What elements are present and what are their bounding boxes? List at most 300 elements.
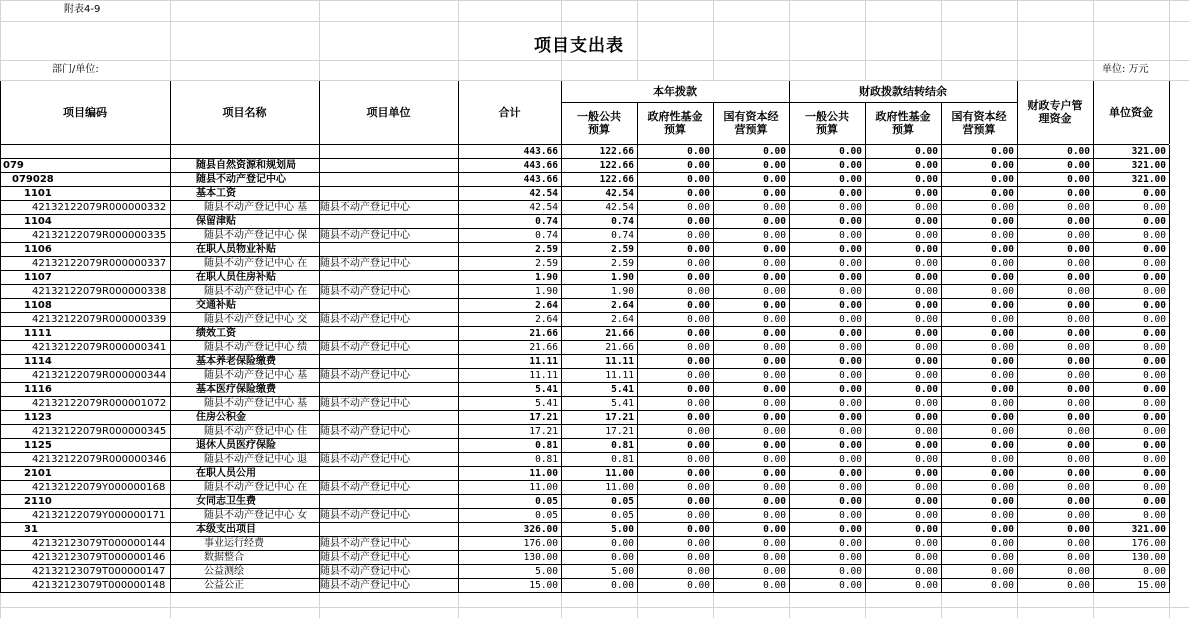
cell-project-code[interactable]: 1106 bbox=[24, 244, 52, 255]
cell-amount[interactable]: 0.00 bbox=[687, 496, 710, 507]
cell-amount[interactable]: 0.00 bbox=[839, 244, 862, 255]
cell-amount[interactable]: 122.66 bbox=[599, 174, 634, 185]
cell-amount[interactable]: 0.00 bbox=[915, 482, 938, 493]
cell-amount[interactable]: 0.00 bbox=[687, 174, 710, 185]
cell-amount[interactable]: 0.00 bbox=[839, 538, 862, 549]
cell-project-code[interactable]: 31 bbox=[24, 524, 38, 535]
cell-project-unit[interactable] bbox=[319, 215, 458, 229]
cell-project-name[interactable]: 退休人员医疗保险 bbox=[196, 440, 276, 451]
cell-amount[interactable]: 0.00 bbox=[915, 174, 938, 185]
cell-amount[interactable]: 0.00 bbox=[839, 510, 862, 521]
cell-amount[interactable]: 0.00 bbox=[1067, 538, 1090, 549]
cell-amount[interactable]: 0.00 bbox=[991, 454, 1014, 465]
cell-amount[interactable]: 2.64 bbox=[535, 300, 558, 311]
cell-amount[interactable]: 0.00 bbox=[687, 230, 710, 241]
cell-amount[interactable]: 1.90 bbox=[535, 272, 558, 283]
cell-amount[interactable]: 0.00 bbox=[1067, 468, 1090, 479]
cell-amount[interactable]: 11.11 bbox=[529, 370, 558, 381]
cell-project-name[interactable]: 随县不动产登记中心 在 bbox=[204, 482, 308, 493]
cell-amount[interactable]: 0.00 bbox=[687, 468, 710, 479]
cell-project-code[interactable]: 42132123079T000000148 bbox=[32, 580, 166, 591]
cell-amount[interactable]: 0.00 bbox=[687, 440, 710, 451]
cell-amount[interactable]: 0.00 bbox=[763, 496, 786, 507]
cell-amount[interactable]: 21.66 bbox=[529, 342, 558, 353]
cell-amount[interactable]: 0.00 bbox=[763, 160, 786, 171]
cell-amount[interactable]: 0.00 bbox=[763, 412, 786, 423]
cell-amount[interactable]: 0.00 bbox=[1067, 342, 1090, 353]
cell-project-unit[interactable]: 随县不动产登记中心 bbox=[320, 342, 410, 353]
cell-amount[interactable]: 11.00 bbox=[529, 482, 558, 493]
cell-project-unit[interactable]: 随县不动产登记中心 bbox=[320, 426, 410, 437]
cell-amount[interactable]: 5.41 bbox=[611, 398, 634, 409]
cell-amount[interactable]: 0.00 bbox=[1143, 426, 1166, 437]
cell-amount[interactable]: 0.00 bbox=[763, 370, 786, 381]
cell-amount[interactable]: 2.64 bbox=[611, 300, 634, 311]
cell-project-code[interactable] bbox=[0, 145, 170, 159]
cell-project-code[interactable]: 42132122079R000000338 bbox=[32, 286, 167, 297]
cell-amount[interactable]: 0.00 bbox=[991, 370, 1014, 381]
cell-amount[interactable]: 0.00 bbox=[687, 566, 710, 577]
cell-amount[interactable]: 0.00 bbox=[839, 314, 862, 325]
cell-amount[interactable]: 0.00 bbox=[1143, 398, 1166, 409]
cell-amount[interactable]: 0.00 bbox=[991, 384, 1014, 395]
cell-amount[interactable]: 0.00 bbox=[915, 328, 938, 339]
cell-amount[interactable]: 2.59 bbox=[611, 258, 634, 269]
cell-amount[interactable]: 0.81 bbox=[611, 440, 634, 451]
cell-amount[interactable]: 42.54 bbox=[605, 188, 634, 199]
cell-amount[interactable]: 0.00 bbox=[687, 272, 710, 283]
cell-amount[interactable]: 0.00 bbox=[763, 440, 786, 451]
cell-amount[interactable]: 0.00 bbox=[1067, 398, 1090, 409]
cell-amount[interactable]: 0.00 bbox=[915, 496, 938, 507]
cell-amount[interactable]: 0.00 bbox=[915, 538, 938, 549]
cell-amount[interactable]: 0.00 bbox=[1143, 412, 1166, 423]
cell-amount[interactable]: 0.00 bbox=[991, 440, 1014, 451]
cell-amount[interactable]: 0.00 bbox=[763, 328, 786, 339]
cell-amount[interactable]: 0.00 bbox=[839, 356, 862, 367]
cell-amount[interactable]: 0.00 bbox=[1067, 370, 1090, 381]
cell-amount[interactable]: 0.00 bbox=[991, 566, 1014, 577]
cell-project-unit[interactable] bbox=[319, 355, 458, 369]
cell-amount[interactable]: 0.00 bbox=[991, 496, 1014, 507]
cell-amount[interactable]: 0.00 bbox=[611, 538, 634, 549]
cell-project-unit[interactable] bbox=[319, 159, 458, 173]
cell-amount[interactable]: 0.00 bbox=[1143, 328, 1166, 339]
cell-amount[interactable]: 0.00 bbox=[991, 356, 1014, 367]
cell-amount[interactable]: 0.00 bbox=[763, 580, 786, 591]
cell-amount[interactable]: 0.00 bbox=[687, 188, 710, 199]
cell-amount[interactable]: 0.00 bbox=[915, 398, 938, 409]
cell-amount[interactable]: 321.00 bbox=[1131, 160, 1166, 171]
cell-amount[interactable]: 11.11 bbox=[605, 356, 634, 367]
cell-amount[interactable]: 0.00 bbox=[763, 300, 786, 311]
cell-amount[interactable]: 0.00 bbox=[1143, 244, 1166, 255]
cell-project-unit[interactable]: 随县不动产登记中心 bbox=[320, 202, 410, 213]
cell-amount[interactable]: 0.00 bbox=[687, 524, 710, 535]
cell-amount[interactable]: 0.00 bbox=[915, 370, 938, 381]
cell-amount[interactable]: 0.00 bbox=[839, 342, 862, 353]
cell-amount[interactable]: 0.00 bbox=[763, 510, 786, 521]
cell-amount[interactable]: 0.00 bbox=[687, 580, 710, 591]
cell-amount[interactable]: 0.00 bbox=[1067, 412, 1090, 423]
cell-amount[interactable]: 0.00 bbox=[991, 160, 1014, 171]
cell-project-code[interactable]: 42132122079R000001072 bbox=[32, 398, 167, 409]
cell-project-code[interactable]: 1123 bbox=[24, 412, 52, 423]
cell-amount[interactable]: 0.00 bbox=[839, 300, 862, 311]
cell-amount[interactable]: 0.00 bbox=[839, 370, 862, 381]
cell-amount[interactable]: 5.00 bbox=[535, 566, 558, 577]
cell-amount[interactable]: 1.90 bbox=[611, 272, 634, 283]
cell-project-name[interactable]: 住房公积金 bbox=[196, 412, 246, 423]
cell-project-code[interactable]: 42132122079R000000332 bbox=[32, 202, 167, 213]
cell-amount[interactable]: 0.00 bbox=[991, 524, 1014, 535]
cell-amount[interactable]: 0.05 bbox=[611, 510, 634, 521]
cell-project-name[interactable]: 随县不动产登记中心 保 bbox=[204, 230, 308, 241]
cell-amount[interactable]: 0.00 bbox=[839, 566, 862, 577]
cell-amount[interactable]: 0.00 bbox=[1067, 244, 1090, 255]
cell-project-code[interactable]: 079028 bbox=[12, 174, 54, 185]
cell-amount[interactable]: 0.00 bbox=[1067, 258, 1090, 269]
cell-amount[interactable]: 0.00 bbox=[991, 146, 1014, 157]
cell-amount[interactable]: 21.66 bbox=[605, 328, 634, 339]
cell-amount[interactable]: 321.00 bbox=[1131, 524, 1166, 535]
cell-amount[interactable]: 0.00 bbox=[839, 328, 862, 339]
cell-project-name[interactable]: 女同志卫生费 bbox=[196, 496, 256, 507]
cell-amount[interactable]: 15.00 bbox=[1137, 580, 1166, 591]
cell-amount[interactable]: 0.00 bbox=[915, 552, 938, 563]
cell-amount[interactable]: 0.00 bbox=[839, 524, 862, 535]
cell-amount[interactable]: 0.00 bbox=[1143, 468, 1166, 479]
cell-amount[interactable]: 0.00 bbox=[1143, 370, 1166, 381]
cell-amount[interactable]: 0.00 bbox=[687, 384, 710, 395]
cell-project-name[interactable]: 绩效工资 bbox=[196, 328, 236, 339]
cell-amount[interactable]: 443.66 bbox=[523, 146, 558, 157]
cell-amount[interactable]: 0.00 bbox=[1067, 566, 1090, 577]
cell-amount[interactable]: 21.66 bbox=[529, 328, 558, 339]
cell-project-code[interactable]: 1111 bbox=[24, 328, 52, 339]
cell-project-unit[interactable] bbox=[319, 411, 458, 425]
cell-amount[interactable]: 0.00 bbox=[1067, 580, 1090, 591]
cell-project-name[interactable]: 随县不动产登记中心 bbox=[196, 174, 286, 185]
cell-project-name[interactable]: 交通补贴 bbox=[196, 300, 236, 311]
cell-amount[interactable]: 0.00 bbox=[687, 328, 710, 339]
cell-amount[interactable]: 0.00 bbox=[1143, 286, 1166, 297]
cell-amount[interactable]: 0.00 bbox=[915, 146, 938, 157]
cell-amount[interactable]: 0.00 bbox=[915, 454, 938, 465]
cell-amount[interactable]: 0.05 bbox=[535, 510, 558, 521]
cell-project-unit[interactable]: 随县不动产登记中心 bbox=[320, 510, 410, 521]
cell-amount[interactable]: 176.00 bbox=[1131, 538, 1166, 549]
cell-amount[interactable]: 42.54 bbox=[529, 202, 558, 213]
cell-amount[interactable]: 130.00 bbox=[1131, 552, 1166, 563]
cell-project-unit[interactable]: 随县不动产登记中心 bbox=[320, 258, 410, 269]
cell-project-code[interactable]: 42132122079R000000346 bbox=[32, 454, 167, 465]
cell-project-code[interactable]: 1104 bbox=[24, 216, 52, 227]
cell-amount[interactable]: 443.66 bbox=[523, 160, 558, 171]
cell-project-name[interactable]: 基本养老保险缴费 bbox=[196, 356, 276, 367]
cell-amount[interactable]: 11.00 bbox=[529, 468, 558, 479]
cell-amount[interactable]: 2.64 bbox=[535, 314, 558, 325]
cell-amount[interactable]: 0.00 bbox=[687, 356, 710, 367]
cell-amount[interactable]: 0.00 bbox=[839, 384, 862, 395]
cell-amount[interactable]: 0.00 bbox=[991, 342, 1014, 353]
cell-amount[interactable]: 1.90 bbox=[535, 286, 558, 297]
cell-amount[interactable]: 0.00 bbox=[915, 342, 938, 353]
cell-project-unit[interactable] bbox=[319, 299, 458, 313]
cell-amount[interactable]: 0.00 bbox=[687, 552, 710, 563]
cell-project-unit[interactable] bbox=[319, 467, 458, 481]
cell-amount[interactable]: 0.00 bbox=[763, 286, 786, 297]
cell-amount[interactable]: 0.00 bbox=[687, 510, 710, 521]
cell-amount[interactable]: 0.00 bbox=[687, 244, 710, 255]
cell-amount[interactable]: 0.00 bbox=[763, 566, 786, 577]
cell-amount[interactable]: 1.90 bbox=[611, 286, 634, 297]
cell-amount[interactable]: 0.00 bbox=[1067, 272, 1090, 283]
cell-amount[interactable]: 0.00 bbox=[763, 146, 786, 157]
cell-amount[interactable]: 0.81 bbox=[535, 440, 558, 451]
cell-amount[interactable]: 0.00 bbox=[915, 160, 938, 171]
cell-project-code[interactable]: 079 bbox=[3, 160, 24, 171]
cell-amount[interactable]: 0.00 bbox=[991, 174, 1014, 185]
cell-amount[interactable]: 11.00 bbox=[605, 468, 634, 479]
cell-amount[interactable]: 0.00 bbox=[1143, 356, 1166, 367]
cell-amount[interactable]: 0.00 bbox=[763, 174, 786, 185]
cell-amount[interactable]: 15.00 bbox=[529, 580, 558, 591]
cell-amount[interactable]: 0.00 bbox=[1067, 426, 1090, 437]
cell-amount[interactable]: 0.00 bbox=[1143, 342, 1166, 353]
cell-amount[interactable]: 0.00 bbox=[763, 426, 786, 437]
cell-amount[interactable]: 0.00 bbox=[991, 412, 1014, 423]
cell-amount[interactable]: 0.00 bbox=[991, 244, 1014, 255]
cell-amount[interactable]: 0.00 bbox=[687, 370, 710, 381]
cell-amount[interactable]: 321.00 bbox=[1131, 174, 1166, 185]
cell-amount[interactable]: 0.00 bbox=[839, 286, 862, 297]
cell-amount[interactable]: 0.00 bbox=[763, 258, 786, 269]
cell-project-name[interactable]: 随县不动产登记中心 绩 bbox=[204, 342, 308, 353]
cell-project-unit[interactable] bbox=[319, 439, 458, 453]
cell-project-name[interactable]: 事业运行经费 bbox=[204, 538, 264, 549]
cell-amount[interactable]: 0.00 bbox=[1067, 286, 1090, 297]
cell-project-name[interactable]: 公益公正 bbox=[204, 580, 244, 591]
cell-amount[interactable]: 0.00 bbox=[991, 286, 1014, 297]
cell-amount[interactable]: 0.00 bbox=[915, 188, 938, 199]
cell-amount[interactable]: 0.00 bbox=[1067, 524, 1090, 535]
cell-amount[interactable]: 0.00 bbox=[839, 230, 862, 241]
cell-project-unit[interactable]: 随县不动产登记中心 bbox=[320, 552, 410, 563]
cell-project-unit[interactable] bbox=[319, 495, 458, 509]
cell-project-code[interactable]: 42132122079R000000339 bbox=[32, 314, 167, 325]
cell-amount[interactable]: 0.00 bbox=[687, 216, 710, 227]
cell-amount[interactable]: 0.00 bbox=[1143, 510, 1166, 521]
cell-amount[interactable]: 0.00 bbox=[991, 258, 1014, 269]
cell-project-name[interactable]: 保留津贴 bbox=[196, 216, 236, 227]
cell-project-code[interactable]: 42132122079R000000344 bbox=[32, 370, 167, 381]
cell-amount[interactable]: 0.00 bbox=[687, 454, 710, 465]
cell-amount[interactable]: 42.54 bbox=[529, 188, 558, 199]
cell-amount[interactable]: 0.00 bbox=[687, 538, 710, 549]
cell-amount[interactable]: 0.00 bbox=[763, 202, 786, 213]
cell-amount[interactable]: 0.00 bbox=[763, 384, 786, 395]
cell-amount[interactable]: 0.00 bbox=[915, 244, 938, 255]
cell-amount[interactable]: 0.00 bbox=[1143, 454, 1166, 465]
cell-amount[interactable]: 0.00 bbox=[915, 440, 938, 451]
cell-project-unit[interactable] bbox=[319, 327, 458, 341]
cell-amount[interactable]: 0.00 bbox=[1143, 384, 1166, 395]
cell-project-unit[interactable]: 随县不动产登记中心 bbox=[320, 566, 410, 577]
cell-amount[interactable]: 17.21 bbox=[529, 412, 558, 423]
cell-amount[interactable]: 11.00 bbox=[605, 482, 634, 493]
cell-amount[interactable]: 0.00 bbox=[1067, 188, 1090, 199]
cell-amount[interactable]: 0.00 bbox=[915, 202, 938, 213]
cell-amount[interactable]: 0.00 bbox=[687, 286, 710, 297]
cell-project-unit[interactable] bbox=[319, 523, 458, 537]
cell-project-unit[interactable] bbox=[319, 271, 458, 285]
cell-project-unit[interactable] bbox=[319, 187, 458, 201]
cell-amount[interactable]: 0.00 bbox=[1143, 314, 1166, 325]
cell-project-unit[interactable]: 随县不动产登记中心 bbox=[320, 580, 410, 591]
cell-amount[interactable]: 0.00 bbox=[763, 538, 786, 549]
cell-amount[interactable]: 17.21 bbox=[605, 412, 634, 423]
cell-amount[interactable]: 0.00 bbox=[1067, 216, 1090, 227]
cell-amount[interactable]: 0.00 bbox=[1143, 496, 1166, 507]
cell-amount[interactable]: 0.00 bbox=[839, 468, 862, 479]
cell-project-name[interactable]: 在职人员物业补贴 bbox=[196, 244, 276, 255]
cell-amount[interactable]: 0.00 bbox=[839, 258, 862, 269]
cell-amount[interactable]: 0.00 bbox=[1067, 482, 1090, 493]
cell-project-code[interactable]: 42132123079T000000144 bbox=[32, 538, 166, 549]
cell-project-unit[interactable]: 随县不动产登记中心 bbox=[320, 286, 410, 297]
cell-amount[interactable]: 5.41 bbox=[535, 384, 558, 395]
cell-project-name[interactable]: 随县不动产登记中心 住 bbox=[204, 426, 308, 437]
cell-amount[interactable]: 0.00 bbox=[1143, 482, 1166, 493]
cell-amount[interactable]: 0.00 bbox=[915, 300, 938, 311]
cell-amount[interactable]: 0.00 bbox=[687, 426, 710, 437]
cell-amount[interactable]: 176.00 bbox=[523, 538, 558, 549]
cell-project-code[interactable]: 42132122079Y000000171 bbox=[32, 510, 166, 521]
cell-amount[interactable]: 0.00 bbox=[915, 566, 938, 577]
cell-amount[interactable]: 0.00 bbox=[763, 342, 786, 353]
cell-amount[interactable]: 0.00 bbox=[991, 552, 1014, 563]
cell-amount[interactable]: 0.00 bbox=[1067, 160, 1090, 171]
cell-amount[interactable]: 11.11 bbox=[529, 356, 558, 367]
cell-project-name[interactable]: 随县不动产登记中心 基 bbox=[204, 202, 308, 213]
cell-project-name[interactable]: 随县不动产登记中心 退 bbox=[204, 454, 308, 465]
cell-amount[interactable]: 0.00 bbox=[991, 216, 1014, 227]
cell-amount[interactable]: 0.00 bbox=[687, 482, 710, 493]
cell-project-unit[interactable] bbox=[319, 243, 458, 257]
cell-amount[interactable]: 0.00 bbox=[763, 468, 786, 479]
cell-project-unit[interactable]: 随县不动产登记中心 bbox=[320, 370, 410, 381]
cell-project-code[interactable]: 1116 bbox=[24, 384, 52, 395]
cell-project-unit[interactable]: 随县不动产登记中心 bbox=[320, 314, 410, 325]
cell-project-code[interactable]: 1107 bbox=[24, 272, 52, 283]
cell-project-unit[interactable] bbox=[319, 173, 458, 187]
cell-project-name[interactable]: 在职人员住房补贴 bbox=[196, 272, 276, 283]
cell-amount[interactable]: 0.00 bbox=[763, 398, 786, 409]
cell-amount[interactable]: 17.21 bbox=[529, 426, 558, 437]
cell-amount[interactable]: 0.74 bbox=[611, 230, 634, 241]
cell-project-unit[interactable] bbox=[319, 383, 458, 397]
cell-amount[interactable]: 0.00 bbox=[1067, 328, 1090, 339]
cell-amount[interactable]: 0.00 bbox=[839, 216, 862, 227]
cell-project-name[interactable]: 随县不动产登记中心 在 bbox=[204, 258, 308, 269]
cell-amount[interactable]: 0.00 bbox=[915, 356, 938, 367]
cell-project-code[interactable]: 42132122079R000000335 bbox=[32, 230, 167, 241]
cell-amount[interactable]: 0.00 bbox=[1067, 356, 1090, 367]
cell-amount[interactable]: 0.00 bbox=[763, 482, 786, 493]
cell-project-code[interactable]: 42132122079R000000337 bbox=[32, 258, 167, 269]
cell-amount[interactable]: 0.00 bbox=[839, 146, 862, 157]
cell-amount[interactable]: 0.00 bbox=[915, 286, 938, 297]
cell-amount[interactable]: 0.00 bbox=[839, 482, 862, 493]
cell-amount[interactable]: 0.00 bbox=[1067, 300, 1090, 311]
cell-amount[interactable]: 0.00 bbox=[1143, 216, 1166, 227]
cell-amount[interactable]: 0.00 bbox=[687, 342, 710, 353]
cell-project-name[interactable]: 基本工资 bbox=[196, 188, 236, 199]
cell-project-code[interactable]: 42132122079R000000345 bbox=[32, 426, 167, 437]
cell-amount[interactable]: 0.81 bbox=[611, 454, 634, 465]
cell-project-unit[interactable]: 随县不动产登记中心 bbox=[320, 482, 410, 493]
cell-amount[interactable]: 0.00 bbox=[991, 188, 1014, 199]
cell-amount[interactable]: 0.00 bbox=[1067, 496, 1090, 507]
cell-project-name[interactable]: 本级支出项目 bbox=[196, 524, 256, 535]
cell-amount[interactable]: 0.00 bbox=[915, 384, 938, 395]
cell-project-code[interactable]: 1125 bbox=[24, 440, 52, 451]
cell-amount[interactable]: 0.00 bbox=[839, 202, 862, 213]
cell-amount[interactable]: 17.21 bbox=[605, 426, 634, 437]
cell-amount[interactable]: 321.00 bbox=[1131, 146, 1166, 157]
cell-amount[interactable]: 0.00 bbox=[915, 426, 938, 437]
cell-amount[interactable]: 0.00 bbox=[915, 580, 938, 591]
cell-amount[interactable]: 0.00 bbox=[1143, 566, 1166, 577]
cell-amount[interactable]: 0.00 bbox=[839, 160, 862, 171]
cell-amount[interactable]: 0.00 bbox=[991, 328, 1014, 339]
cell-amount[interactable]: 0.00 bbox=[763, 552, 786, 563]
cell-amount[interactable]: 0.00 bbox=[915, 510, 938, 521]
cell-amount[interactable]: 0.00 bbox=[839, 440, 862, 451]
cell-amount[interactable]: 122.66 bbox=[599, 146, 634, 157]
cell-amount[interactable]: 0.00 bbox=[1143, 202, 1166, 213]
cell-amount[interactable]: 0.00 bbox=[1143, 188, 1166, 199]
cell-project-code[interactable]: 2110 bbox=[24, 496, 52, 507]
cell-amount[interactable]: 0.74 bbox=[611, 216, 634, 227]
cell-project-code[interactable]: 42132122079R000000341 bbox=[32, 342, 167, 353]
cell-amount[interactable]: 0.00 bbox=[1143, 272, 1166, 283]
cell-amount[interactable]: 0.00 bbox=[763, 454, 786, 465]
cell-amount[interactable]: 0.00 bbox=[1143, 258, 1166, 269]
cell-amount[interactable]: 0.00 bbox=[1067, 440, 1090, 451]
cell-amount[interactable]: 0.00 bbox=[1067, 384, 1090, 395]
cell-amount[interactable]: 2.59 bbox=[535, 244, 558, 255]
cell-amount[interactable]: 0.00 bbox=[763, 272, 786, 283]
cell-project-name[interactable] bbox=[170, 145, 320, 159]
cell-amount[interactable]: 130.00 bbox=[523, 552, 558, 563]
cell-project-unit[interactable]: 随县不动产登记中心 bbox=[320, 538, 410, 549]
cell-project-code[interactable]: 42132123079T000000147 bbox=[32, 566, 166, 577]
cell-amount[interactable]: 2.59 bbox=[611, 244, 634, 255]
cell-amount[interactable]: 0.00 bbox=[1067, 314, 1090, 325]
cell-amount[interactable]: 21.66 bbox=[605, 342, 634, 353]
cell-amount[interactable]: 0.00 bbox=[991, 426, 1014, 437]
cell-amount[interactable]: 0.00 bbox=[1067, 174, 1090, 185]
cell-amount[interactable]: 0.05 bbox=[611, 496, 634, 507]
cell-amount[interactable]: 0.00 bbox=[991, 580, 1014, 591]
cell-amount[interactable]: 0.00 bbox=[763, 524, 786, 535]
cell-amount[interactable]: 0.00 bbox=[839, 272, 862, 283]
cell-amount[interactable]: 0.00 bbox=[915, 314, 938, 325]
cell-amount[interactable]: 0.00 bbox=[687, 202, 710, 213]
cell-amount[interactable]: 0.00 bbox=[687, 160, 710, 171]
